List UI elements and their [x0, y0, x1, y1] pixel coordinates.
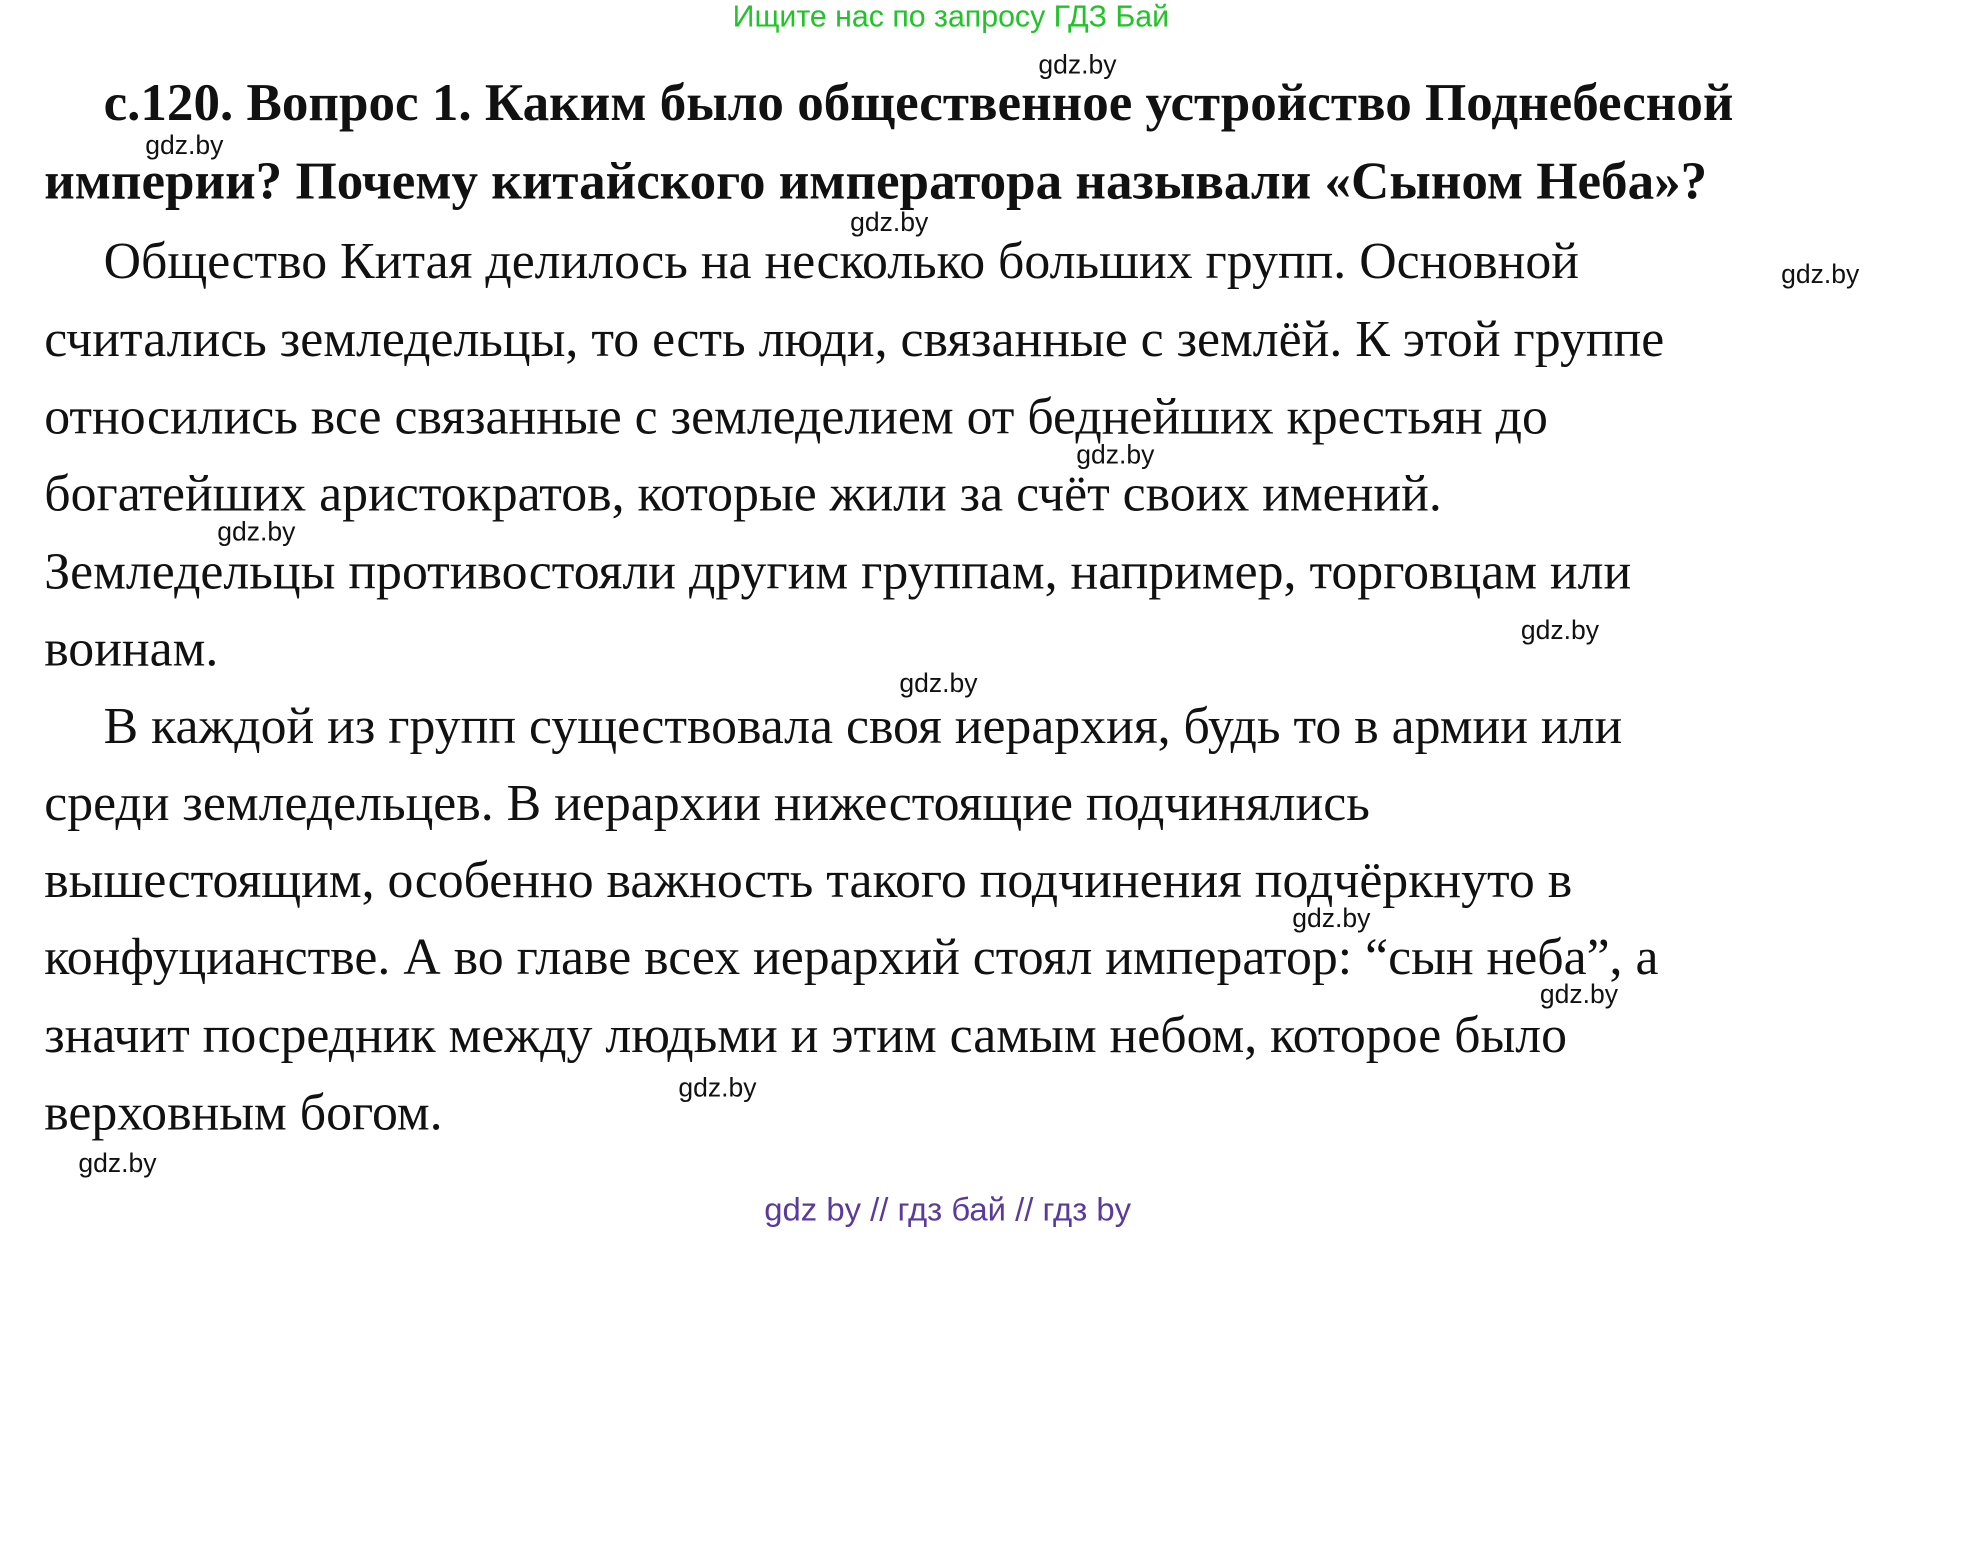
watermark: gdz.by [1292, 904, 1371, 934]
watermark: gdz.by [1539, 980, 1619, 1010]
paragraph-2-line-6: верховным богом. [44, 1082, 443, 1141]
heading-line-1: с.120. Вопрос 1. Каким было общественное устройство Поднебесной [103, 74, 1734, 133]
paragraph-1-line-6: воинам. [44, 618, 219, 678]
paragraph-1-line-2: считались земледельцы, то есть люди, связанные с землёй. К этой группе [44, 309, 1665, 368]
heading-line-2: империи? Почему китайского императора называли «Сыном Неба»? [44, 152, 1708, 211]
search-banner[interactable]: Ищите нас по запросу ГДЗ Бай [732, 0, 1170, 35]
watermark: gdz.by [1781, 260, 1860, 290]
watermark: gdz.by [1520, 616, 1600, 646]
watermark: gdz.by [217, 517, 296, 547]
paragraph-2-line-4: конфуцианстве. А во главе всех иерархий стоял император: “сын неба”, а [44, 927, 1659, 986]
paragraph-2-line-5: значит посредник между людьми и этим самым небом, которое было [44, 1005, 1568, 1064]
paragraph-1-line-3: относились все связанные с земледелием от беднейших крестьян до [44, 386, 1548, 445]
footer-watermark: gdz by // гдз бай // гдз by [764, 1189, 1132, 1228]
paragraph-1-line-1: Общество Китая делилось на несколько больших групп. Основной [103, 231, 1579, 290]
watermark: gdz.by [899, 669, 978, 699]
paragraph-1-line-5: Земледельцы противостояли другим группам, например, торговцам или [44, 541, 1632, 601]
watermark: gdz.by [78, 1149, 157, 1179]
paragraph-2-line-1: В каждой из групп существовала своя иерархия, будь то в армии или [103, 696, 1623, 755]
paragraph-1-line-4: богатейших аристократов, которые жили за счёт своих имений. [44, 463, 1442, 522]
watermark: gdz.by [1076, 440, 1155, 470]
watermark: gdz.by [850, 208, 929, 238]
watermark: gdz.by [145, 131, 224, 161]
watermark: gdz.by [1038, 50, 1117, 80]
paragraph-2-line-2: среди земледельцев. В иерархии нижестоящие подчинялись [44, 773, 1370, 832]
paragraph-2-line-3: вышестоящим, особенно важность такого подчинения подчёркнуто в [44, 850, 1573, 909]
watermark: gdz.by [678, 1073, 757, 1103]
